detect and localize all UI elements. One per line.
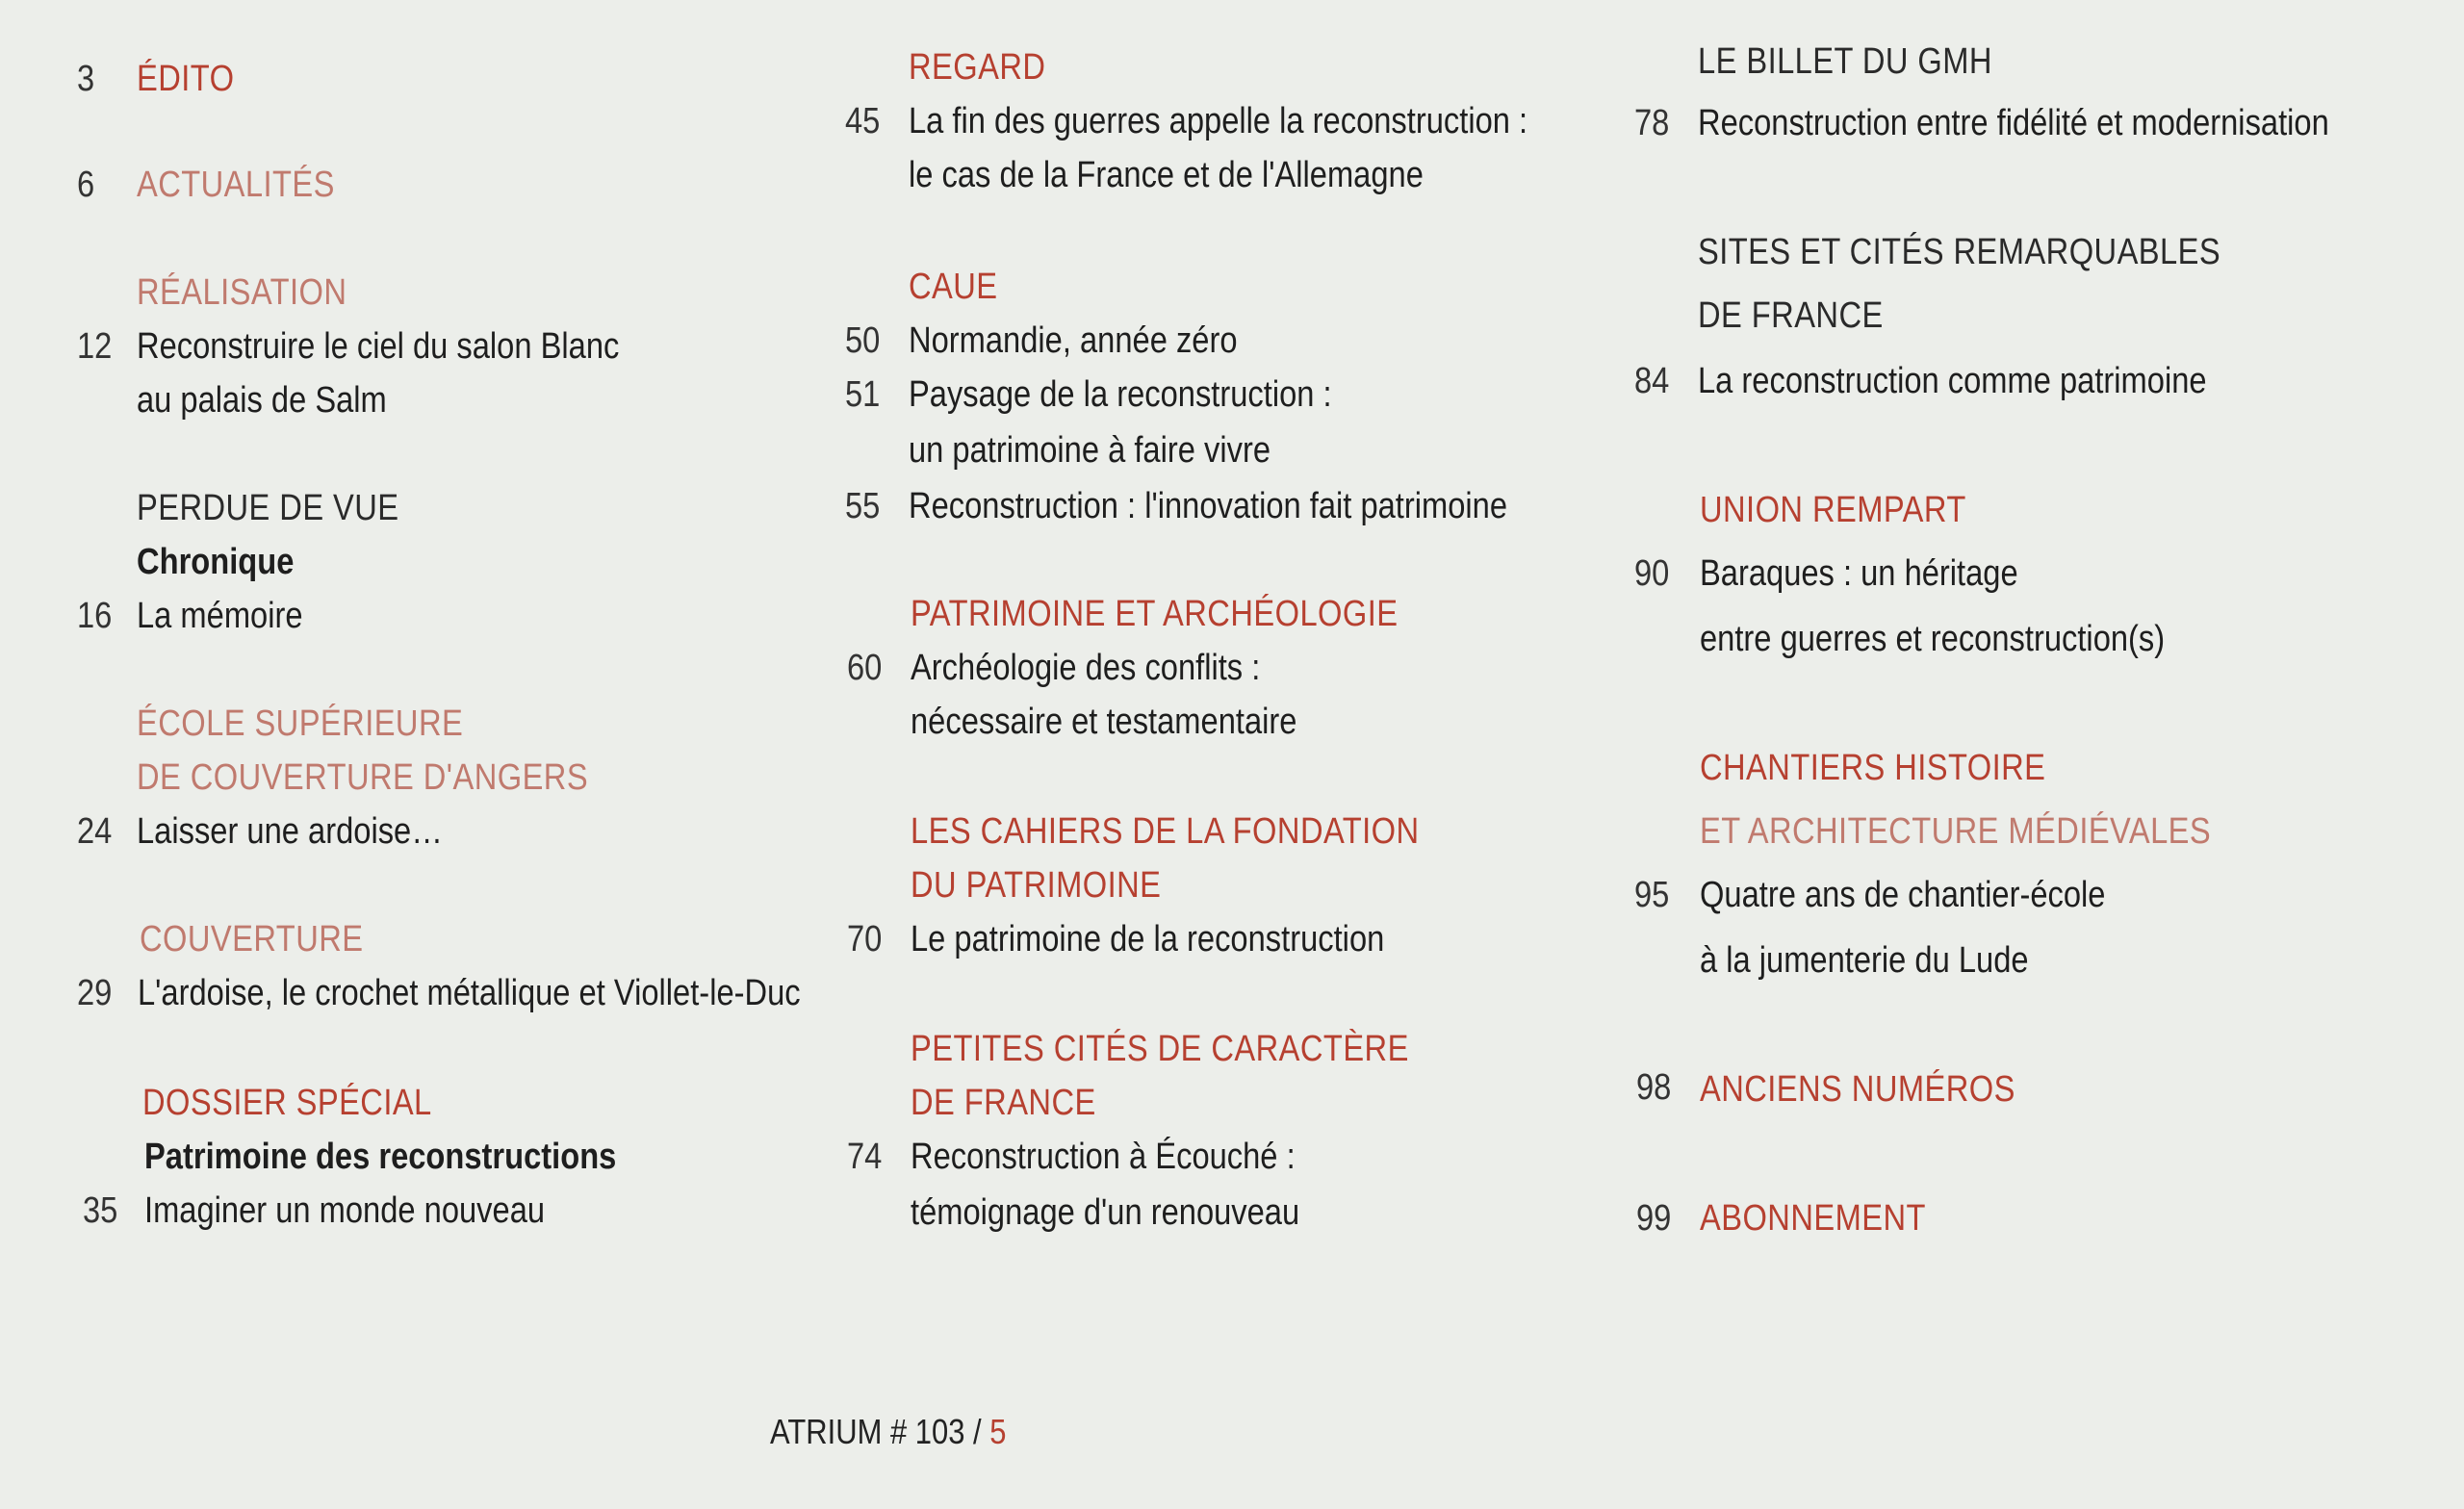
article-title[interactable]: Paysage de la reconstruction : bbox=[909, 374, 1332, 415]
magazine-issue: ATRIUM # 103 / bbox=[770, 1412, 982, 1451]
section-heading-billet-gmh: LE BILLET DU GMH bbox=[1698, 41, 1992, 82]
section-heading-regard: REGARD bbox=[909, 47, 1046, 88]
section-heading-union-rempart: UNION REMPART bbox=[1700, 490, 1966, 530]
article-title-continued[interactable]: un patrimoine à faire vivre bbox=[909, 430, 1271, 471]
toc-column-1 bbox=[0, 0, 808, 1509]
section-heading-ecole: ÉCOLE SUPÉRIEURE bbox=[137, 703, 464, 744]
page-number: 16 bbox=[77, 596, 113, 636]
section-heading-cahiers-fondation: LES CAHIERS DE LA FONDATION bbox=[911, 811, 1420, 852]
article-title-continued[interactable]: nécessaire et testamentaire bbox=[911, 702, 1297, 742]
article-title[interactable]: Normandie, année zéro bbox=[909, 320, 1238, 361]
article-title[interactable]: La reconstruction comme patrimoine bbox=[1698, 361, 2207, 401]
section-heading-perdue-de-vue: PERDUE DE VUE bbox=[137, 488, 399, 528]
article-title[interactable]: Reconstruire le ciel du salon Blanc bbox=[137, 326, 620, 367]
article-title[interactable]: Imaginer un monde nouveau bbox=[144, 1190, 546, 1231]
page-number: 6 bbox=[77, 165, 95, 205]
section-heading-patrimoine-archeologie: PATRIMOINE ET ARCHÉOLOGIE bbox=[911, 594, 1399, 634]
section-heading-ecole-continued: DE COUVERTURE D'ANGERS bbox=[137, 757, 589, 798]
section-heading-chantiers-continued: ET ARCHITECTURE MÉDIÉVALES bbox=[1700, 811, 2212, 852]
toc-column-3 bbox=[1598, 0, 2464, 1509]
article-title[interactable]: La mémoire bbox=[137, 596, 303, 636]
page-number: 24 bbox=[77, 811, 113, 852]
article-title[interactable]: Reconstruction à Écouché : bbox=[911, 1137, 1296, 1177]
page-number: 74 bbox=[847, 1137, 883, 1177]
article-title[interactable]: Laisser une ardoise… bbox=[137, 811, 443, 852]
page-number: 90 bbox=[1634, 553, 1670, 594]
article-title[interactable]: L'ardoise, le crochet métallique et Viollet-le-Duc bbox=[138, 973, 801, 1013]
section-heading-dossier-special: DOSSIER SPÉCIAL bbox=[142, 1083, 432, 1123]
page-number: 95 bbox=[1634, 875, 1670, 915]
page-number: 55 bbox=[845, 486, 881, 526]
article-title-continued[interactable]: témoignage d'un renouveau bbox=[911, 1192, 1300, 1233]
section-title-edito[interactable]: ÉDITO bbox=[137, 59, 235, 99]
page-number: 70 bbox=[847, 919, 883, 959]
article-title-continued[interactable]: entre guerres et reconstruction(s) bbox=[1700, 619, 2166, 659]
section-heading-sites-cites-continued: DE FRANCE bbox=[1698, 295, 1884, 336]
section-heading-realisation: RÉALISATION bbox=[137, 272, 347, 313]
page-number: 84 bbox=[1634, 361, 1670, 401]
section-heading-petites-cites-continued: DE FRANCE bbox=[911, 1083, 1096, 1123]
page-number: 51 bbox=[845, 374, 881, 415]
article-title-continued[interactable]: le cas de la France et de l'Allemagne bbox=[909, 155, 1424, 195]
section-heading-couverture: COUVERTURE bbox=[140, 919, 364, 959]
article-title[interactable]: Baraques : un héritage bbox=[1700, 553, 2018, 594]
toc-column-2 bbox=[808, 0, 1598, 1509]
page-number: 98 bbox=[1636, 1067, 1672, 1108]
page-number: 99 bbox=[1636, 1198, 1672, 1239]
page-number: 45 bbox=[845, 101, 881, 141]
page-number: 35 bbox=[83, 1190, 118, 1231]
article-title[interactable]: Archéologie des conflits : bbox=[911, 648, 1261, 688]
section-heading-sites-cites: SITES ET CITÉS REMARQUABLES bbox=[1698, 232, 2221, 272]
folio-number: 5 bbox=[989, 1412, 1007, 1451]
article-title[interactable]: La fin des guerres appelle la reconstruction : bbox=[909, 101, 1528, 141]
article-title[interactable]: Quatre ans de chantier-école bbox=[1700, 875, 2106, 915]
page-number: 29 bbox=[77, 973, 113, 1013]
page-number: 50 bbox=[845, 320, 881, 361]
article-title[interactable]: Reconstruction : l'innovation fait patrimoine bbox=[909, 486, 1508, 526]
section-heading-caue: CAUE bbox=[909, 267, 998, 307]
article-title-continued[interactable]: au palais de Salm bbox=[137, 380, 387, 421]
article-title-continued[interactable]: à la jumenterie du Lude bbox=[1700, 940, 2029, 981]
section-title-abonnement[interactable]: ABONNEMENT bbox=[1700, 1198, 1926, 1239]
section-title-anciens-numeros[interactable]: ANCIENS NUMÉROS bbox=[1700, 1069, 2015, 1110]
section-heading-chantiers: CHANTIERS HISTOIRE bbox=[1700, 748, 2046, 788]
page-number: 12 bbox=[77, 326, 113, 367]
section-subheading: Patrimoine des reconstructions bbox=[144, 1137, 617, 1177]
section-heading-cahiers-fondation-continued: DU PATRIMOINE bbox=[911, 865, 1162, 906]
section-subheading: Chronique bbox=[137, 542, 295, 582]
article-title[interactable]: Reconstruction entre fidélité et modernisation bbox=[1698, 103, 2329, 143]
page-number: 60 bbox=[847, 648, 883, 688]
section-heading-petites-cites: PETITES CITÉS DE CARACTÈRE bbox=[911, 1029, 1409, 1069]
section-title-actualites[interactable]: ACTUALITÉS bbox=[137, 165, 335, 205]
article-title[interactable]: Le patrimoine de la reconstruction bbox=[911, 919, 1385, 959]
page-footer bbox=[770, 1413, 1007, 1451]
page-number: 3 bbox=[77, 59, 95, 99]
page-number: 78 bbox=[1634, 103, 1670, 143]
